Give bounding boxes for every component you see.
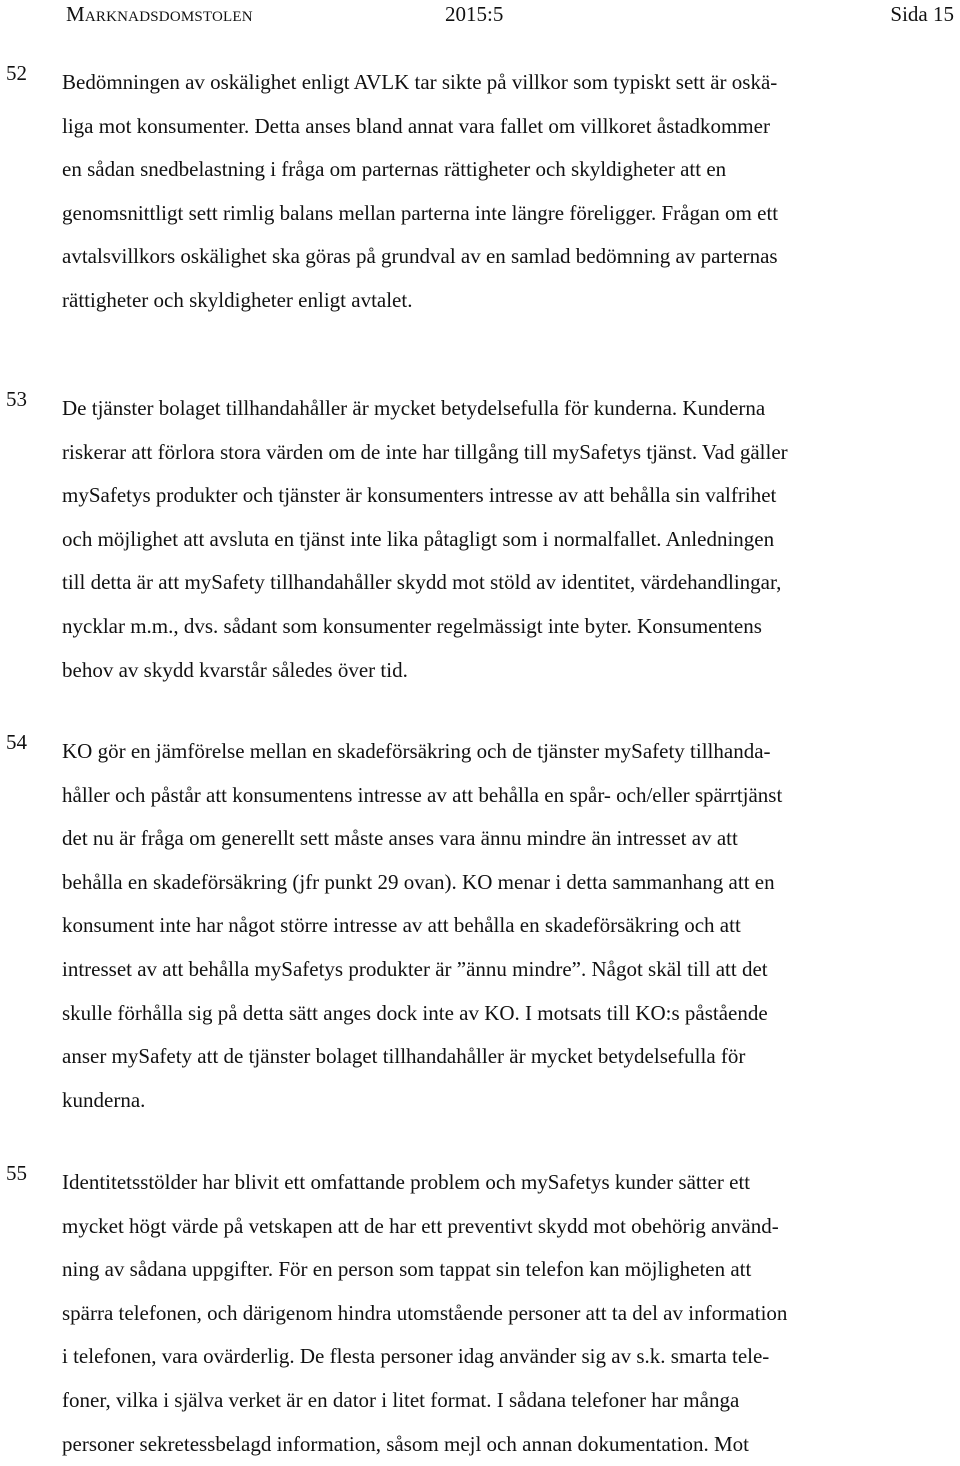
text-line: De tjänster bolaget tillhandahåller är mycket betydelsefulla för kunderna. Kunderna bbox=[62, 396, 766, 420]
paragraph-number: 54 bbox=[6, 730, 27, 754]
case-number: 2015:5 bbox=[445, 2, 504, 26]
text-line: i telefonen, vara ovärderlig. De flesta personer idag använder sig av s.k. smarta tele- bbox=[62, 1344, 770, 1369]
text-line: det nu är fråga om generellt sett måste anses vara ännu mindre än intresset av att bbox=[62, 826, 738, 851]
text-line: spärra telefonen, och därigenom hindra utomstående personer att ta del av information bbox=[62, 1300, 788, 1325]
court-name: Marknadsdomstolen bbox=[66, 2, 253, 26]
text-line: genomsnittligt sett rimlig balans mellan parterna inte längre föreligger. Frågan om ett bbox=[62, 200, 779, 225]
text-line: konsument inte har något större intresse av att behålla en skadeförsäkring och att bbox=[62, 913, 741, 938]
paragraph-text bbox=[62, 1161, 938, 1466]
text-line: mycket högt värde på vetskapen att de har ett preventivt skydd mot obehörig använd- bbox=[62, 1213, 779, 1238]
text-line: en sådan snedbelastning i fråga om parternas rättigheter och skyldigheter att en bbox=[62, 157, 727, 182]
text-line: personer sekretessbelagd information, såsom mejl och annan dokumentation. Mot bbox=[62, 1431, 750, 1456]
paragraph-text bbox=[62, 730, 938, 1122]
text-line: foner, vilka i själva verket är en dator i litet format. I sådana telefoner har många bbox=[62, 1387, 740, 1412]
paragraph-number: 52 bbox=[6, 61, 27, 85]
paragraph-text bbox=[62, 387, 938, 692]
paragraph-number: 55 bbox=[6, 1161, 27, 1185]
text-line: intresset av att behålla mySafetys produkter är ”ännu mindre”. Något skäl till att det bbox=[62, 956, 768, 981]
text-line: Bedömningen av oskälighet enligt AVLK tar sikte på villkor som typiskt sett är oskä- bbox=[62, 70, 778, 94]
text-line: liga mot konsumenter. Detta anses bland annat vara fallet om villkoret åstadkommer bbox=[62, 113, 770, 138]
text-line: behålla en skadeförsäkring (jfr punkt 29 ovan). KO menar i detta sammanhang att en bbox=[62, 869, 775, 894]
text-line: KO gör en jämförelse mellan en skadeförsäkring och de tjänster mySafety tillhanda- bbox=[62, 739, 771, 763]
text-line: till detta är att mySafety tillhandahåller skydd mot stöld av identitet, värdehandlingar, bbox=[62, 570, 782, 595]
paragraph-number: 53 bbox=[6, 387, 27, 411]
text-line: Identitetsstölder har blivit ett omfattande problem och mySafetys kunder sätter ett bbox=[62, 1170, 751, 1194]
text-line: mySafetys produkter och tjänster är konsumenters intresse av att behålla sin valfrihet bbox=[62, 483, 777, 508]
text-line: ning av sådana uppgifter. För en person som tappat sin telefon kan möjligheten att bbox=[62, 1257, 752, 1282]
text-line: nycklar m.m., dvs. sådant som konsumenter regelmässigt inte byter. Konsumentens bbox=[62, 613, 762, 638]
text-line: och möjlighet att avsluta en tjänst inte lika påtagligt som i normalfallet. Anledningen bbox=[62, 526, 775, 551]
text-line: skulle förhålla sig på detta sätt anges dock inte av KO. I motsats till KO:s påstående bbox=[62, 1000, 768, 1025]
page-header bbox=[0, 0, 960, 30]
text-line: avtalsvillkors oskälighet ska göras på grundval av en samlad bedömning av parternas bbox=[62, 244, 778, 269]
page-number: Sida 15 bbox=[890, 2, 954, 26]
text-line: håller och påstår att konsumentens intresse av att behålla en spår- och/eller spärrtjänst bbox=[62, 782, 783, 807]
text-line: behov av skydd kvarstår således över tid. bbox=[62, 657, 408, 682]
paragraph-text bbox=[62, 61, 938, 323]
text-line: rättigheter och skyldigheter enligt avtalet. bbox=[62, 287, 413, 312]
text-line: riskerar att förlora stora värden om de inte har tillgång till mySafetys tjänst. Vad gäller bbox=[62, 439, 788, 464]
text-line: anser mySafety att de tjänster bolaget tillhandahåller är mycket betydelsefulla för bbox=[62, 1044, 746, 1069]
text-line: kunderna. bbox=[62, 1087, 146, 1112]
